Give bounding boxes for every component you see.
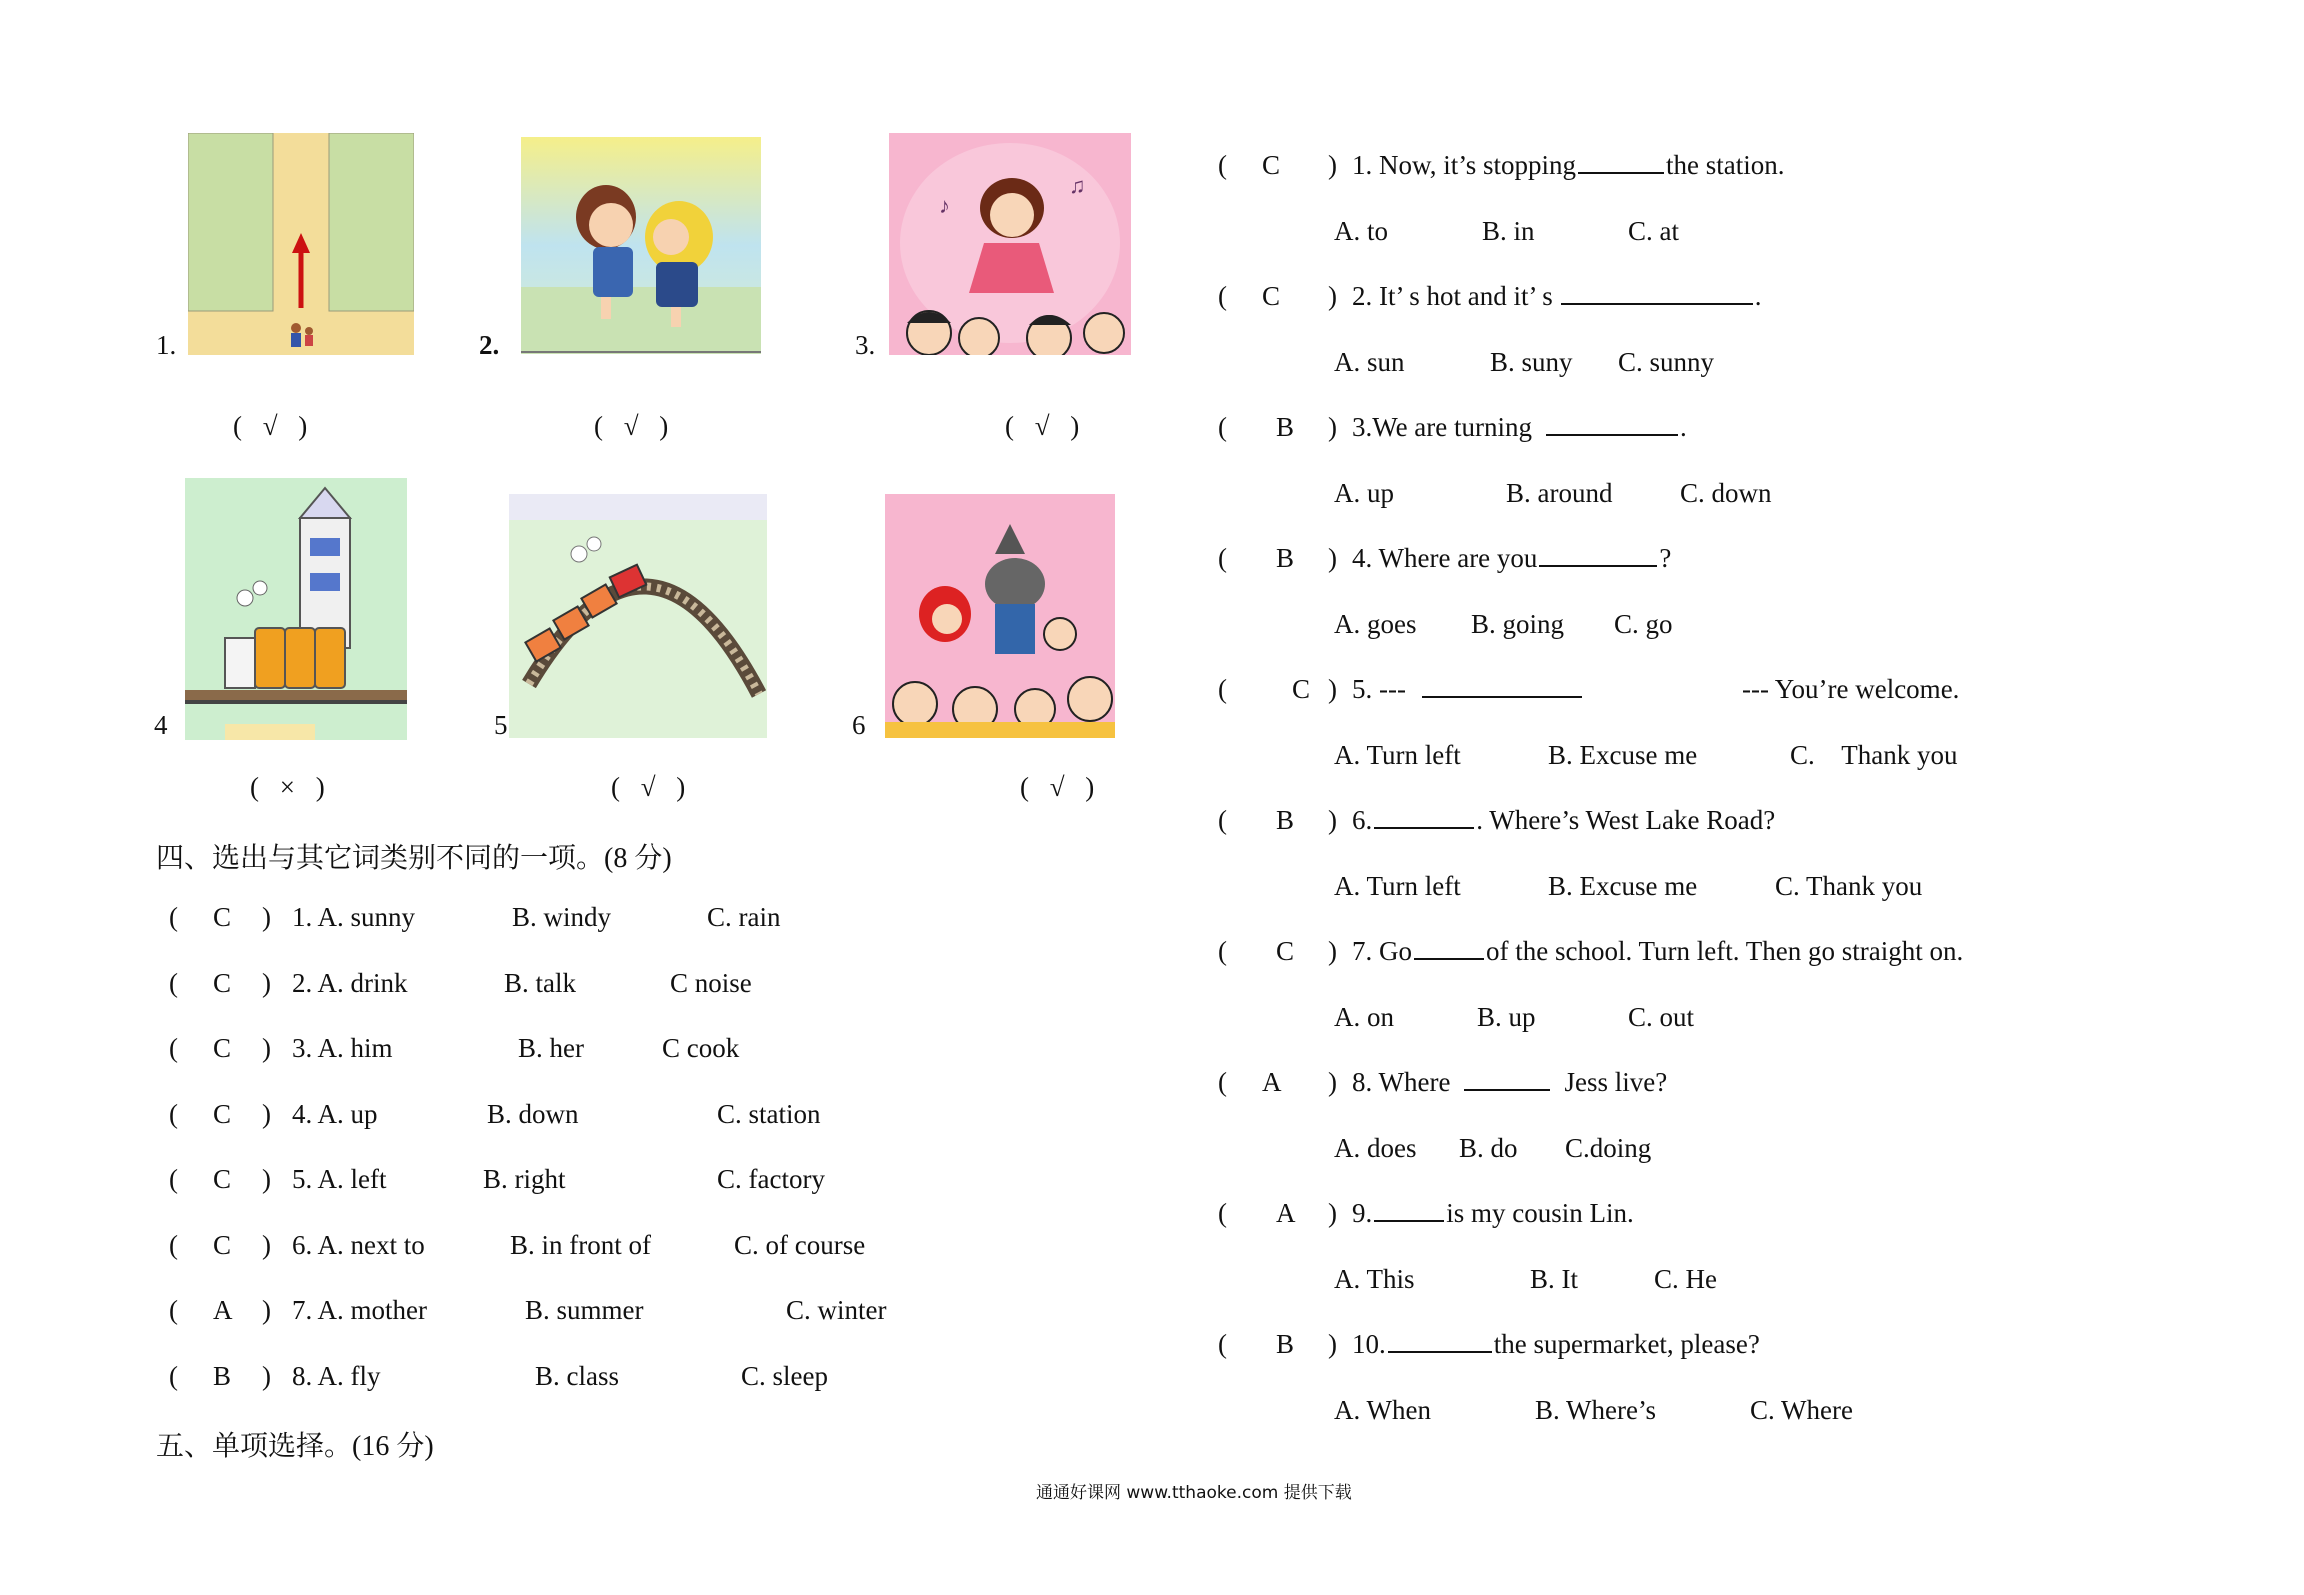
section4-open-paren: ( <box>169 1295 178 1325</box>
picture-2-mark: ( √ ) <box>594 411 669 441</box>
mc-option-c: C. sunny <box>1618 347 1715 377</box>
mc-option-c: C. down <box>1680 478 1772 508</box>
mc-answer: B <box>1276 805 1295 835</box>
picture-5-number: 5 <box>494 710 508 740</box>
mc-stem-post: the supermarket, please? <box>1493 1329 1760 1359</box>
picture-6-wolf-crowd <box>885 494 1115 738</box>
girls-hugging-icon <box>521 137 761 354</box>
section4-answer: C <box>213 1164 232 1194</box>
section4-close-paren: ) <box>262 902 271 932</box>
section4-option-b: B. in front of <box>510 1230 651 1260</box>
section4-open-paren: ( <box>169 968 178 998</box>
mc-blank <box>1422 674 1582 698</box>
mc-option-b: B. going <box>1471 609 1565 639</box>
picture-2-girls-hugging <box>521 137 761 354</box>
picture-6-mark: ( √ ) <box>1020 772 1095 802</box>
mc-stem-post: --- You’re welcome. <box>1741 674 1960 704</box>
mc-blank <box>1539 543 1657 567</box>
section4-answer: A <box>213 1295 233 1325</box>
train-hill-icon <box>509 494 767 738</box>
section4-open-paren: ( <box>169 1033 178 1063</box>
mc-answer: B <box>1276 543 1295 573</box>
mc-blank <box>1388 1329 1492 1353</box>
picture-1-number: 1. <box>156 330 177 360</box>
footer-credit: 通通好课网 www.tthaoke.com 提供下载 <box>1036 1483 1352 1503</box>
mc-option-a: A. Turn left <box>1334 871 1461 901</box>
mc-stem-pre: 3.We are turning <box>1352 412 1533 442</box>
singing-girl-icon <box>889 133 1131 355</box>
mc-option-c: C. go <box>1614 609 1673 639</box>
mc-open-paren: ( <box>1218 150 1227 180</box>
mc-option-b: B. in <box>1482 216 1535 246</box>
mc-answer: C <box>1262 150 1281 180</box>
mc-close-paren: ) <box>1328 936 1337 966</box>
mc-close-paren: ) <box>1328 805 1337 835</box>
mc-option-b: B. suny <box>1490 347 1573 377</box>
mc-stem-post: is my cousin Lin. <box>1446 1198 1634 1228</box>
mc-answer: B <box>1276 412 1295 442</box>
picture-4-number: 4 <box>154 710 168 740</box>
section4-question: 3. A. him <box>292 1033 393 1063</box>
mc-option-c: C. Thank you <box>1790 740 1958 770</box>
mc-answer: C <box>1262 281 1281 311</box>
section4-option-b: B. right <box>483 1164 566 1194</box>
mc-answer: C <box>1292 674 1311 704</box>
section4-option-c: C noise <box>670 968 752 998</box>
mc-close-paren: ) <box>1328 281 1337 311</box>
mc-stem-post: . Where’s West Lake Road? <box>1476 805 1776 835</box>
mc-option-b: B. up <box>1477 1002 1536 1032</box>
mc-stem <box>1352 1198 1634 1229</box>
mc-close-paren: ) <box>1328 1329 1337 1359</box>
section4-option-b: B. summer <box>525 1295 644 1325</box>
picture-5-train-hill <box>509 494 767 738</box>
picture-2-number: 2. <box>479 330 500 360</box>
section4-answer: B <box>213 1361 232 1391</box>
section4-option-c: C. station <box>717 1099 821 1129</box>
mc-stem-pre: 9. <box>1352 1198 1373 1228</box>
mc-stem <box>1352 150 1785 181</box>
section4-option-b: B. class <box>535 1361 619 1391</box>
mc-stem-pre: 8. Where <box>1352 1067 1451 1097</box>
mc-open-paren: ( <box>1218 674 1227 704</box>
mc-stem-pre: 1. Now, it’s stopping <box>1352 150 1577 180</box>
mc-option-b: B. Excuse me <box>1548 871 1698 901</box>
section4-open-paren: ( <box>169 1230 178 1260</box>
section4-answer: C <box>213 1099 232 1129</box>
mc-stem-post: ? <box>1659 543 1672 573</box>
mc-stem-post: the station. <box>1666 150 1785 180</box>
picture-6-number: 6 <box>852 710 866 740</box>
mc-stem-pre: 10. <box>1352 1329 1386 1359</box>
picture-4-mark: ( × ) <box>250 772 325 802</box>
mc-answer: C <box>1276 936 1295 966</box>
section4-question: 7. A. mother <box>292 1295 427 1325</box>
mc-option-a: A. Turn left <box>1334 740 1461 770</box>
picture-3-mark: ( √ ) <box>1005 411 1080 441</box>
mc-option-a: A. does <box>1334 1133 1417 1163</box>
mc-option-a: A. sun <box>1334 347 1405 377</box>
mc-stem-post: . <box>1680 412 1687 442</box>
mc-stem-pre: 2. It’ s hot and it’ s <box>1352 281 1553 311</box>
section4-option-c: C. winter <box>786 1295 887 1325</box>
svg-text:♪: ♪ <box>939 193 950 218</box>
section4-question: 1. A. sunny <box>292 902 416 932</box>
mc-option-a: A. This <box>1334 1264 1415 1294</box>
mc-open-paren: ( <box>1218 1067 1227 1097</box>
mc-close-paren: ) <box>1328 543 1337 573</box>
section4-option-c: C. factory <box>717 1164 825 1194</box>
mc-open-paren: ( <box>1218 1198 1227 1228</box>
mc-option-a: A. goes <box>1334 609 1417 639</box>
section4-open-paren: ( <box>169 1099 178 1129</box>
section4-answer: C <box>213 1230 232 1260</box>
section4-question: 6. A. next to <box>292 1230 425 1260</box>
mc-stem <box>1352 1329 1760 1360</box>
mc-open-paren: ( <box>1218 543 1227 573</box>
section4-open-paren: ( <box>169 1361 178 1391</box>
mc-open-paren: ( <box>1218 936 1227 966</box>
section4-close-paren: ) <box>262 1164 271 1194</box>
mc-blank <box>1374 1198 1444 1222</box>
section4-open-paren: ( <box>169 1164 178 1194</box>
mc-close-paren: ) <box>1328 674 1337 704</box>
mc-option-b: B. It <box>1530 1264 1579 1294</box>
mc-blank <box>1464 1067 1550 1091</box>
mc-stem-pre: 4. Where are you <box>1352 543 1538 573</box>
mc-open-paren: ( <box>1218 412 1227 442</box>
mc-answer: B <box>1276 1329 1295 1359</box>
picture-1-road-map <box>188 133 414 355</box>
mc-stem <box>1352 412 1687 443</box>
section5-title: 五、单项选择。(16 分) <box>156 1431 434 1462</box>
mc-open-paren: ( <box>1218 805 1227 835</box>
picture-4-train-station <box>185 478 407 740</box>
mc-stem <box>1352 281 1761 312</box>
mc-option-b: B. Excuse me <box>1548 740 1698 770</box>
section4-question: 4. A. up <box>292 1099 378 1129</box>
mc-option-a: A. on <box>1334 1002 1394 1032</box>
section4-option-b: B. her <box>518 1033 584 1063</box>
mc-blank <box>1546 412 1678 436</box>
mc-option-b: B. around <box>1506 478 1613 508</box>
section4-title: 四、选出与其它词类别不同的一项。(8 分) <box>156 843 672 874</box>
train-station-icon <box>185 478 407 740</box>
section4-option-c: C. rain <box>707 902 781 932</box>
mc-stem-post: Jess live? <box>1564 1067 1668 1097</box>
svg-text:♫: ♫ <box>1069 173 1086 198</box>
mc-option-c: C. He <box>1654 1264 1717 1294</box>
section4-close-paren: ) <box>262 1099 271 1129</box>
mc-stem-post: of the school. Turn left. Then go straight on. <box>1486 936 1964 966</box>
section4-option-c: C cook <box>662 1033 740 1063</box>
section4-option-b: B. down <box>487 1099 579 1129</box>
section4-close-paren: ) <box>262 1033 271 1063</box>
section4-close-paren: ) <box>262 1361 271 1391</box>
mc-open-paren: ( <box>1218 281 1227 311</box>
section4-option-c: C. sleep <box>741 1361 828 1391</box>
mc-stem-pre: 5. --- <box>1352 674 1406 704</box>
mc-option-a: A. to <box>1334 216 1388 246</box>
section4-option-b: B. windy <box>512 902 612 932</box>
wolf-crowd-icon <box>885 494 1115 738</box>
section4-option-c: C. of course <box>734 1230 866 1260</box>
mc-blank <box>1561 281 1753 305</box>
section4-answer: C <box>213 968 232 998</box>
section4-close-paren: ) <box>262 1295 271 1325</box>
section4-question: 8. A. fly <box>292 1361 381 1391</box>
mc-close-paren: ) <box>1328 412 1337 442</box>
mc-close-paren: ) <box>1328 150 1337 180</box>
mc-stem <box>1352 936 1963 967</box>
mc-close-paren: ) <box>1328 1067 1337 1097</box>
mc-option-b: B. do <box>1459 1133 1518 1163</box>
mc-option-a: A. When <box>1334 1395 1431 1425</box>
picture-3-number: 3. <box>855 330 876 360</box>
mc-open-paren: ( <box>1218 1329 1227 1359</box>
mc-option-c: C. at <box>1628 216 1679 246</box>
mc-blank <box>1414 936 1484 960</box>
section4-answer: C <box>213 1033 232 1063</box>
mc-option-b: B. Where’s <box>1535 1395 1656 1425</box>
mc-stem <box>1352 674 1959 705</box>
section4-answer: C <box>213 902 232 932</box>
mc-stem-pre: 7. Go <box>1352 936 1412 966</box>
mc-option-c: C. Thank you <box>1775 871 1923 901</box>
mc-option-c: C. Where <box>1750 1395 1853 1425</box>
section4-question: 5. A. left <box>292 1164 387 1194</box>
mc-option-c: C.doing <box>1565 1133 1652 1163</box>
section4-option-b: B. talk <box>504 968 576 998</box>
picture-3-singing-girl <box>889 133 1131 355</box>
mc-blank <box>1578 150 1664 174</box>
mc-option-c: C. out <box>1628 1002 1695 1032</box>
mc-stem-post: . <box>1754 281 1762 311</box>
section4-question: 2. A. drink <box>292 968 408 998</box>
mc-answer: A <box>1276 1198 1296 1228</box>
mc-stem <box>1352 805 1775 836</box>
picture-1-mark: ( √ ) <box>233 411 308 441</box>
mc-stem <box>1352 543 1671 574</box>
section4-close-paren: ) <box>262 1230 271 1260</box>
section4-close-paren: ) <box>262 968 271 998</box>
mc-stem-pre: 6. <box>1352 805 1373 835</box>
mc-stem <box>1352 1067 1667 1098</box>
mc-answer: A <box>1262 1067 1282 1097</box>
road-map-icon <box>188 133 414 355</box>
mc-close-paren: ) <box>1328 1198 1337 1228</box>
mc-option-a: A. up <box>1334 478 1394 508</box>
picture-5-mark: ( √ ) <box>611 772 686 802</box>
mc-blank <box>1374 805 1474 829</box>
section4-open-paren: ( <box>169 902 178 932</box>
